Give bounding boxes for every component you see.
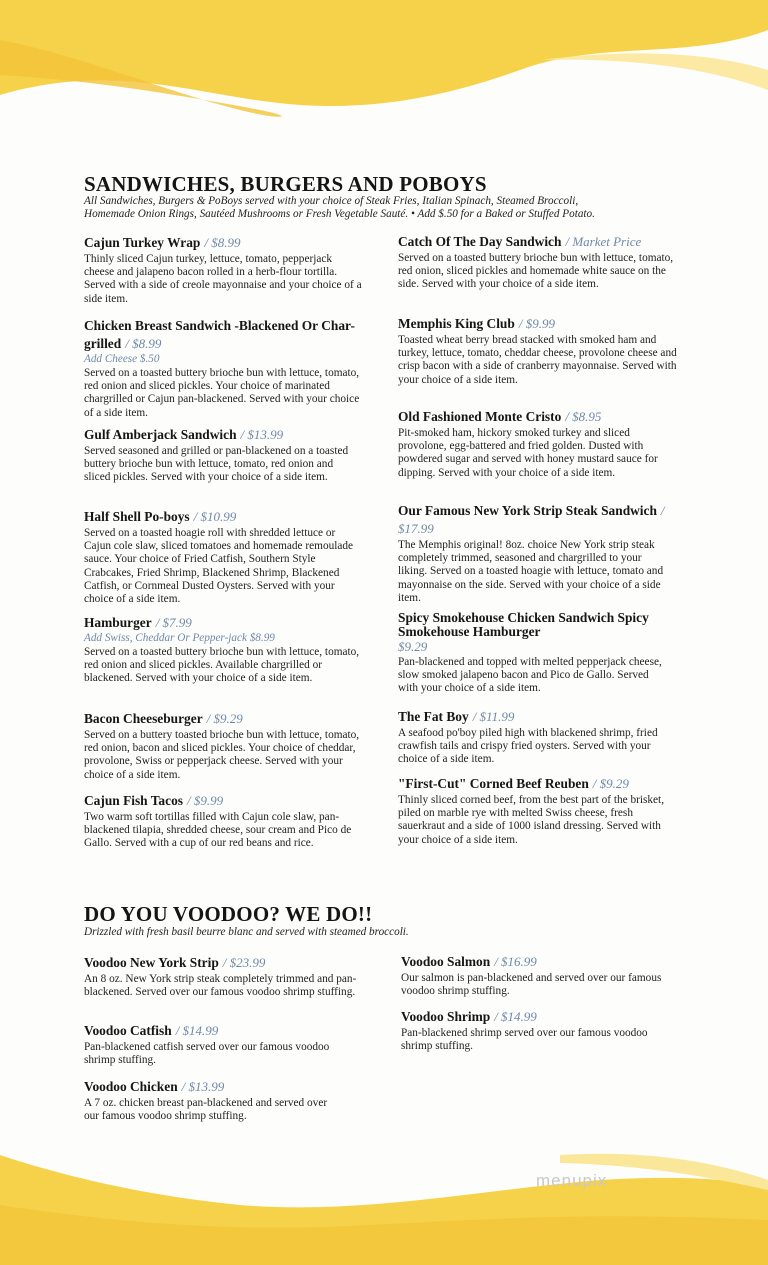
item-price: $9.29 (398, 639, 428, 654)
bottom-wave-decoration (0, 1135, 768, 1265)
item-description: Thinly sliced Cajun turkey, lettuce, tomato, pepperjack cheese and jalapeno bacon rolled in a herb-flour tortilla. Served with a side of creole mayonnaise and your choice of a side item. (84, 253, 362, 305)
item-price: / $9.29 (592, 776, 629, 791)
item-name: Voodoo Shrimp (401, 1009, 491, 1024)
item-name: Spicy Smokehouse Chicken Sandwich Spicy Smokehouse Hamburger (398, 610, 649, 639)
menu-item-voodoo-shrimp (401, 1008, 661, 1053)
item-name: Cajun Fish Tacos (84, 793, 183, 808)
section-subtitle-line-1: All Sandwiches, Burgers & PoBoys served with your choice of Steak Fries, Italian Spinach, Steamed Broccoli, (84, 195, 579, 207)
item-description: Served on a toasted buttery brioche bun with lettuce, tomato, red onion and sliced pickles. Your choice of marinated chargrilled or Cajun pan-blackened. Served with your choice of a side item. (84, 367, 360, 419)
item-price: / $23.99 (222, 955, 266, 970)
item-price: / $8.95 (565, 409, 602, 424)
item-description: An 8 oz. New York strip steak completely trimmed and pan-blackened. Served over our famous voodoo shrimp stuffing. (84, 973, 357, 999)
item-addon: Add Swiss, Cheddar Or Pepper-jack $8.99 (84, 632, 275, 644)
item-price: / $9.29 (206, 711, 243, 726)
item-name: Chicken Breast Sandwich -Blackened Or Char-grilled (84, 318, 355, 351)
menu-item-old-fashioned-monte-cristo (398, 408, 678, 480)
item-name: Old Fashioned Monte Cristo (398, 409, 562, 424)
item-price: / $16.99 (494, 954, 537, 969)
menu-item-voodoo-salmon (401, 953, 671, 998)
item-description: The Memphis original! 8oz. choice New York strip steak completely trimmed, seasoned and chargrilled to your liking. Served on a toasted hoagie with lettuce, tomato and mayonnaise on the side. Served with your choice of a side item. (398, 539, 664, 604)
menu-item-chicken-breast-sandwich (84, 317, 362, 420)
menu-item-the-fat-boy (398, 708, 678, 767)
menu-item-cajun-fish-tacos (84, 792, 362, 851)
item-description: Two warm soft tortillas filled with Cajun cole slaw, pan-blackened tilapia, shredded cheese, sour cream and Pico de Gallo. Served with a cup of our red beans and rice. (84, 811, 352, 850)
section-title-sandwiches: SANDWICHES, BURGERS AND POBOYS (84, 172, 487, 196)
item-description: Served on a toasted hoagie roll with shredded lettuce or Cajun cole slaw, sliced tomatoes and homemade remoulade sauce. Your choice of Fried Catfish, Southern Style Crabcakes, Fried Shrimp, Blackened Shrimp, Blackened Catfish, or Cornmeal Dusted Oysters. Served with your choice of a side item. (84, 527, 354, 606)
menu-item-cajun-turkey-wrap (84, 234, 362, 306)
item-description: Thinly sliced corned beef, from the best part of the brisket, piled on marble rye with melted Swiss cheese, fresh sauerkraut and a side of 1000 island dressing. Served with your choice of a side item. (398, 794, 665, 846)
item-description: Toasted wheat berry bread stacked with smoked ham and turkey, lettuce, tomato, cheddar cheese, provolone cheese and crisp bacon with a side of cranberry mayonnaise. Served with your choice of a side item. (398, 334, 677, 386)
item-price: / $8.99 (125, 336, 162, 351)
item-price: / $8.99 (204, 235, 241, 250)
item-description: Served on a buttery toasted brioche bun with lettuce, tomato, red onion, bacon and sliced pickles. Your choice of cheddar, provolone, Swiss or pepperjack cheese. Served with your choice of a side item. (84, 729, 360, 781)
item-name: Gulf Amberjack Sandwich (84, 427, 237, 442)
menu-item-voodoo-catfish (84, 1022, 344, 1067)
item-name: Bacon Cheeseburger (84, 711, 203, 726)
item-name: Memphis King Club (398, 316, 515, 331)
item-name: Voodoo Chicken (84, 1079, 178, 1094)
menu-item-hamburger (84, 614, 362, 686)
item-name: Our Famous New York Strip Steak Sandwich (398, 503, 657, 518)
item-price: / $17.99 (398, 503, 665, 536)
item-price: / $11.99 (472, 709, 515, 724)
menu-item-memphis-king-club (398, 315, 678, 387)
item-description: Pit-smoked ham, hickory smoked turkey and sliced provolone, egg-battered and fried golden. Dusted with powdered sugar and served with honey mustard sauce for dipping. Served with your choice of a side item. (398, 427, 658, 479)
item-price: / $14.99 (494, 1009, 537, 1024)
item-description: Served on a toasted buttery brioche bun with lettuce, tomato, red onion, sliced pickles and homemade white sauce on the side. Served with your choice of a side item. (398, 252, 674, 291)
menu-item-new-york-strip-steak-sandwich (398, 502, 673, 605)
item-description: Pan-blackened and topped with melted pepperjack cheese, slow smoked jalapeno bacon and Pico de Gallo. Served with your choice of a side item. (398, 656, 662, 695)
item-name: Cajun Turkey Wrap (84, 235, 201, 250)
item-name: Half Shell Po-boys (84, 509, 190, 524)
item-price: / $13.99 (240, 427, 284, 442)
item-description: Our salmon is pan-blackened and served over our famous voodoo shrimp stuffing. (401, 972, 662, 998)
item-price: / $7.99 (155, 615, 192, 630)
menu-item-half-shell-po-boys (84, 508, 362, 606)
item-description: A seafood po'boy piled high with blackened shrimp, fried crawfish tails and crispy fried oysters. Served with your choice of a side item. (398, 727, 658, 766)
section-title-voodoo: DO YOU VOODOO? WE DO!! (84, 902, 373, 926)
section-subtitle-line-2: Homemade Onion Rings, Sautéed Mushrooms or Fresh Vegetable Sauté. • Add $.50 for a Baked or Stuffed Potato. (84, 208, 595, 220)
item-description: Pan-blackened catfish served over our famous voodoo shrimp stuffing. (84, 1041, 330, 1067)
item-price: / Market Price (565, 234, 642, 249)
section-subtitle-voodoo: Drizzled with fresh basil beurre blanc and served with steamed broccoli. (84, 926, 409, 938)
item-description: Served seasoned and grilled or pan-blackened on a toasted buttery brioche bun with lettuce, tomato, red onion and sliced pickles. Served with your choice of a side item. (84, 445, 349, 484)
item-addon: Add Cheese $.50 (84, 353, 160, 365)
item-name: Hamburger (84, 615, 152, 630)
item-description: A 7 oz. chicken breast pan-blackened and served over our famous voodoo shrimp stuffing. (84, 1097, 328, 1123)
menupix-watermark: menupix (536, 1171, 608, 1190)
menu-item-catch-of-the-day-sandwich (398, 233, 678, 292)
item-name: The Fat Boy (398, 709, 469, 724)
item-price: / $14.99 (175, 1023, 219, 1038)
item-price: / $13.99 (181, 1079, 225, 1094)
menu-item-spicy-smokehouse (398, 611, 668, 696)
item-name: Voodoo Catfish (84, 1023, 172, 1038)
menu-item-gulf-amberjack-sandwich (84, 426, 362, 485)
item-name: Voodoo Salmon (401, 954, 491, 969)
item-price: / $10.99 (193, 509, 237, 524)
top-wave-decoration (0, 0, 768, 150)
item-price: / $9.99 (518, 316, 555, 331)
menu-item-voodoo-chicken (84, 1078, 344, 1123)
item-description: Served on a toasted buttery brioche bun with lettuce, tomato, red onion and sliced pickles. Available chargrilled or blackened. Served with your choice of a side item. (84, 646, 360, 685)
menu-item-corned-beef-reuben (398, 775, 678, 847)
item-description: Pan-blackened shrimp served over our famous voodoo shrimp stuffing. (401, 1027, 648, 1053)
item-name: "First-Cut" Corned Beef Reuben (398, 776, 589, 791)
item-name: Catch Of The Day Sandwich (398, 234, 562, 249)
item-name: Voodoo New York Strip (84, 955, 219, 970)
item-price: / $9.99 (186, 793, 224, 808)
menu-item-bacon-cheeseburger (84, 710, 362, 782)
menu-item-voodoo-new-york-strip (84, 954, 364, 999)
